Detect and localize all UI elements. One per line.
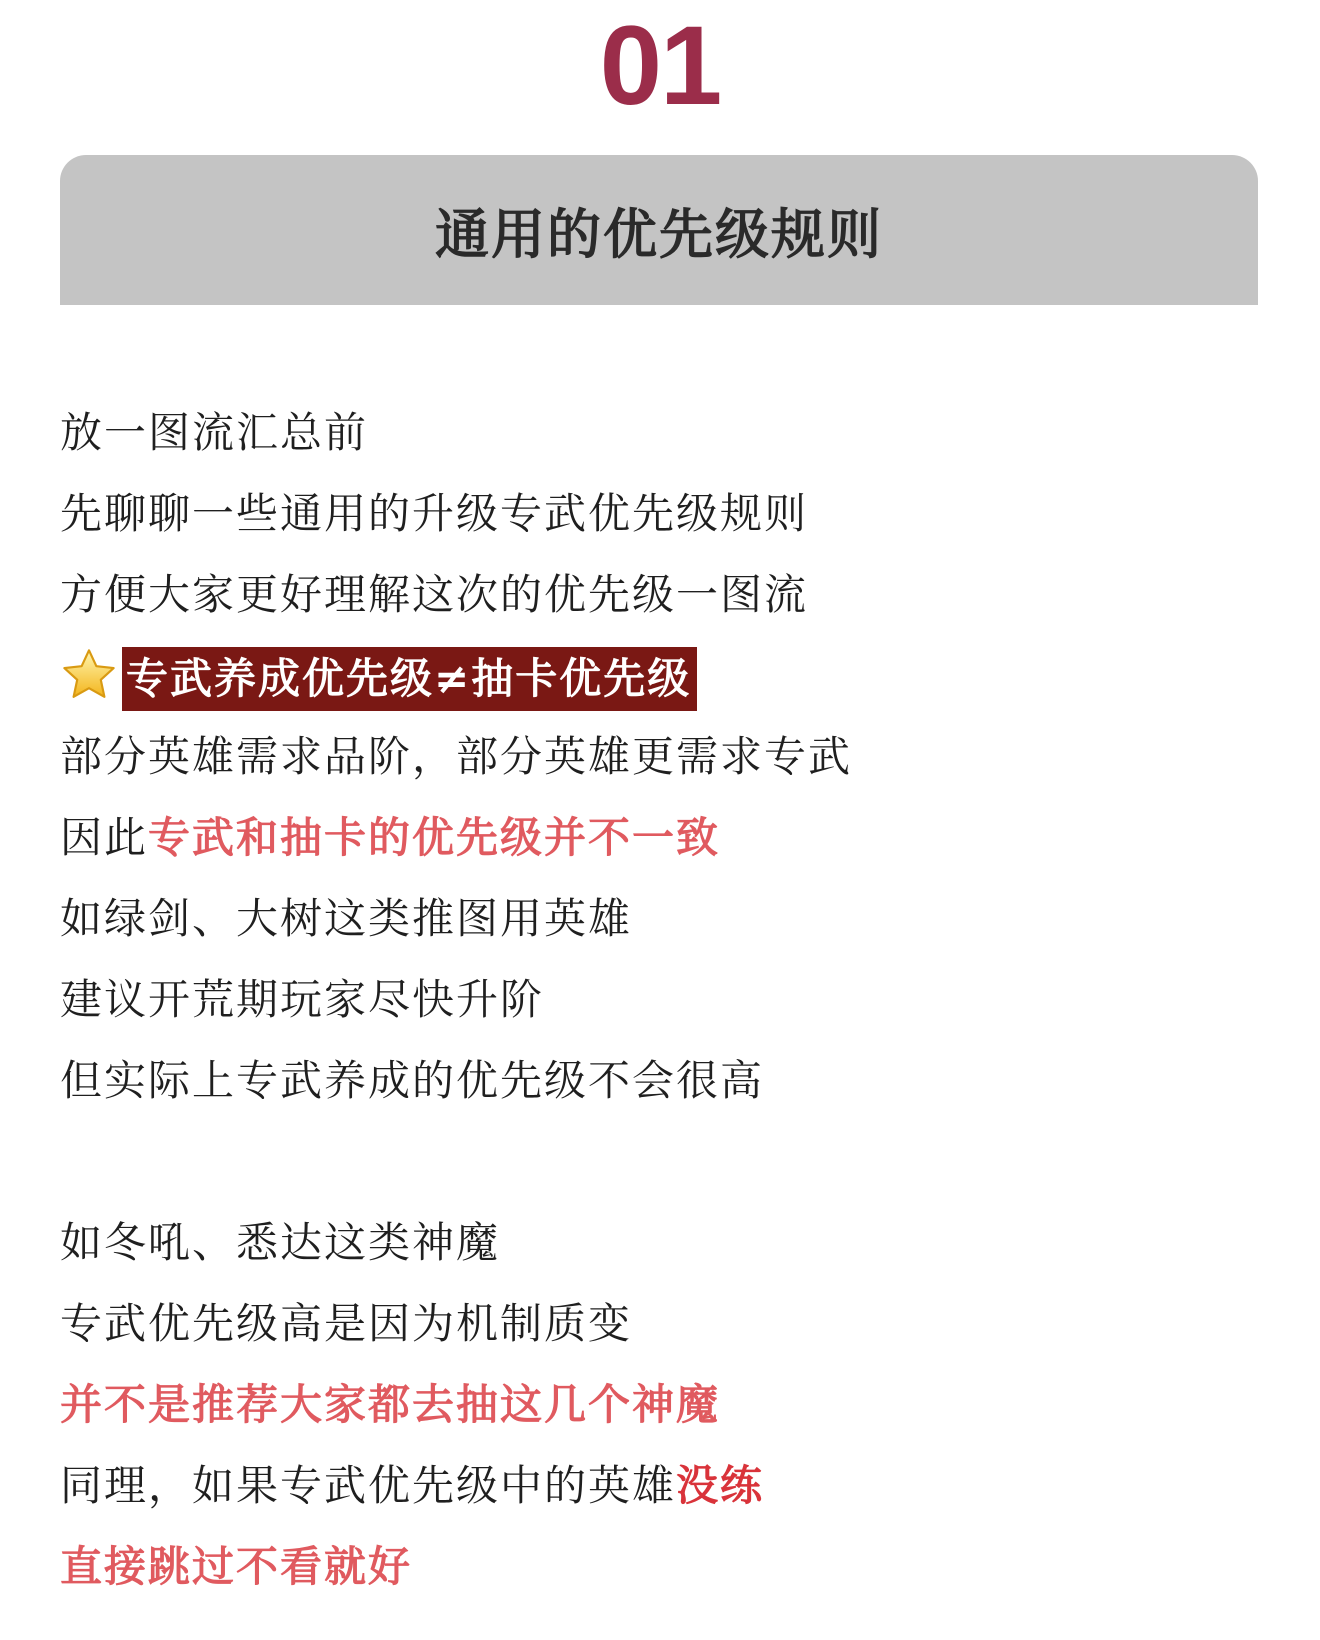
text-segment: 同理，如果专武优先级中的英雄 <box>60 1461 677 1510</box>
text-line: 如绿剑、大树这类推图用英雄 <box>60 894 633 943</box>
key-point-tag: 专武养成优先级≠抽卡优先级 <box>122 647 697 711</box>
text-line: 放一图流汇总前 <box>60 408 369 457</box>
key-point-line <box>60 635 1260 716</box>
section-number: 01 <box>599 3 721 128</box>
banner-title: 通用的优先级规则 <box>435 202 883 266</box>
text-line <box>60 1445 1260 1526</box>
paragraph-gap <box>60 1121 1260 1202</box>
star-icon <box>60 646 118 704</box>
text-line: 如冬吼、悉达这类神魔 <box>60 1218 501 1267</box>
text-line <box>60 797 1260 878</box>
text-line: 但实际上专武养成的优先级不会很高 <box>60 1056 765 1105</box>
text-line: 方便大家更好理解这次的优先级一图流 <box>60 570 809 619</box>
text-line: 专武优先级高是因为机制质变 <box>60 1299 633 1348</box>
text-line: 建议开荒期玩家尽快升阶 <box>60 975 545 1024</box>
article-body <box>60 392 1260 1607</box>
section-banner <box>60 155 1258 305</box>
text-line: 先聊聊一些通用的升级专武优先级规则 <box>60 489 809 538</box>
highlight-line: 直接跳过不看就好 <box>60 1542 413 1591</box>
text-segment: 因此 <box>60 813 149 862</box>
highlight-text: 没练 <box>676 1461 765 1510</box>
highlight-text: 专武和抽卡的优先级并不一致 <box>148 813 721 862</box>
highlight-line: 并不是推荐大家都去抽这几个神魔 <box>60 1380 721 1429</box>
text-line: 部分英雄需求品阶，部分英雄更需求专武 <box>60 732 853 781</box>
